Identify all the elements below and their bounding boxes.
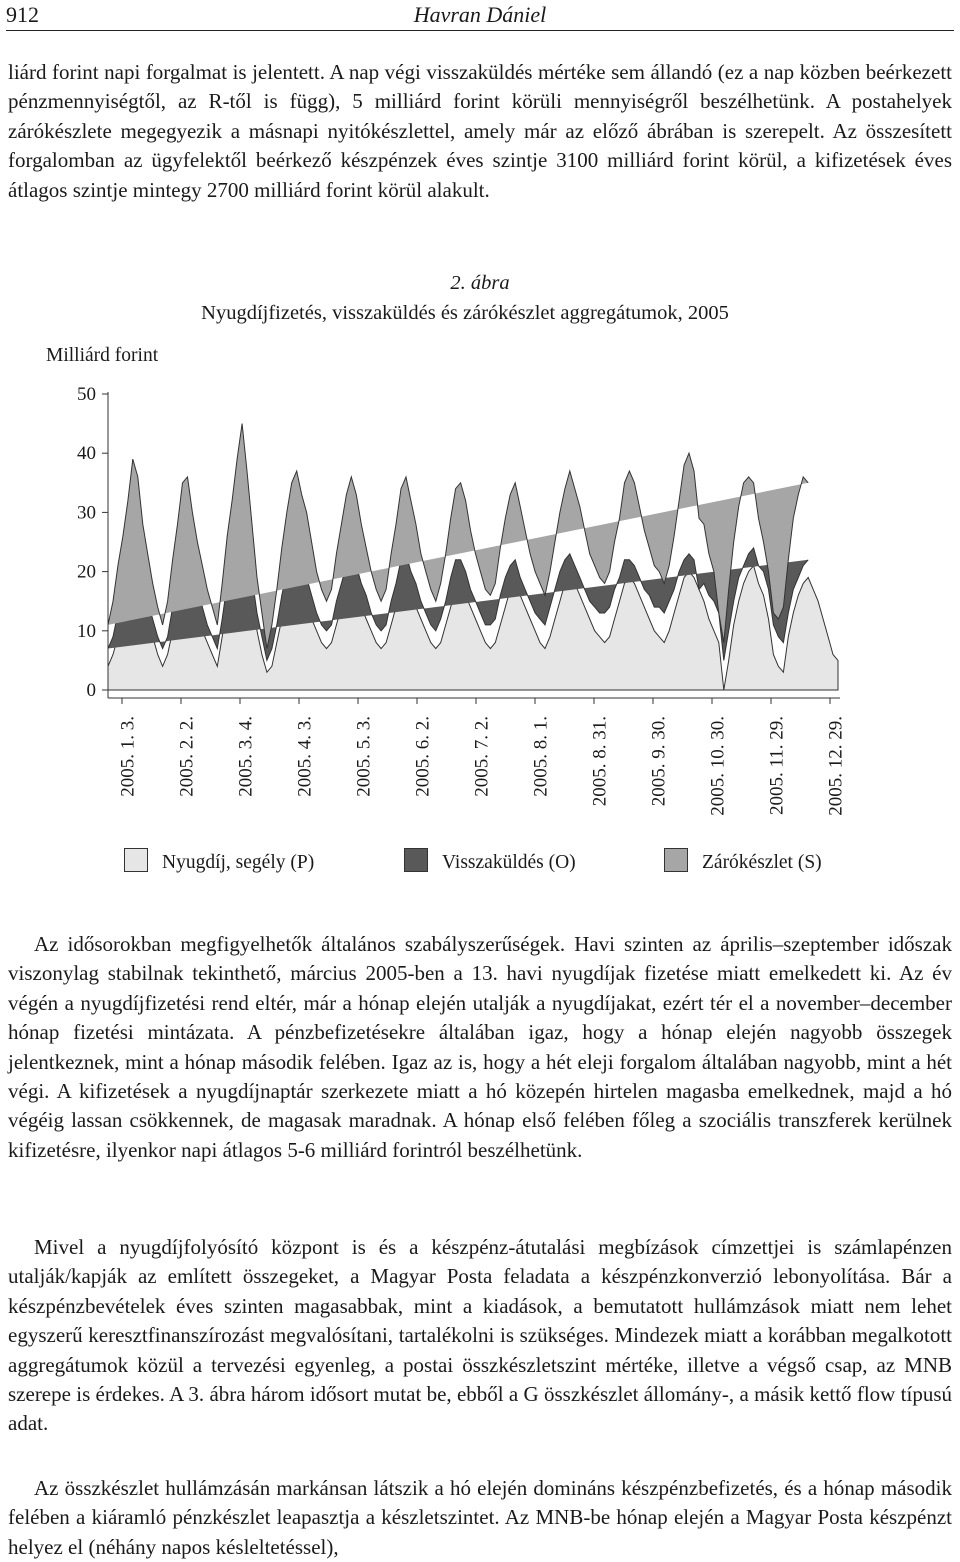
x-tick-label-1: 2005. 2. 2. [176,716,198,797]
legend-item-pension [124,848,314,874]
y-tick-label-5: 50 [77,384,96,405]
x-tick-label-6: 2005. 7. 2. [471,716,493,797]
x-tick-label-11: 2005. 11. 29. [766,716,788,816]
figure-title: Nyugdíjfizetés, visszaküldés és zárókészlet aggregátumok, 2005 [201,302,729,324]
x-tick-label-10: 2005. 10. 30. [707,716,729,816]
stacked-area-chart [0,370,960,840]
paragraph-3: Az összkészlet hullámzásán markánsan látszik a hó elején domináns készpénzbefizetés, és a hónap második felében a kiáramló pénzkészlet leapasztja a készletszintet. Az MNB-be hónap elején a Magyar Posta készpénzt helyez el (néhány napos késleltetéssel), [8,1476,952,1559]
legend-label-closing-stock: Zárókészlet (S) [702,852,822,873]
paragraph-1: Az idősorokban megfigyelhetők általános szabályszerűségek. Havi szinten az április–szeptember időszak viszonylag stabilnak tekinthető, március 2005-ben a 13. havi nyugdíjak fizetése miatt emelkedett ki. Az év végén a nyugdíjfizetési rend eltér, már a hónap elején utalják a nyugdíjakat, ezért tér el a november–december hónap fizetési mintázata. A pénzbefizetésekre általában igaz, hogy a hónap elején nagyobb összegek jelentkeznek, mint a hónap második felében. Igaz az is, hogy a hét eleji forgalom általában nagyobb, mint a hét végi. A kifizetések a nyugdíjnaptár szerkezete miatt a hó közepén hirtelen magasba emelkednek, majd a hó végéig lassan csökkennek, de magasak maradnak. A hónap első felében főleg a szociális transzferek kerülnek kifizetésre, ilyenkor napi átlagos 5-6 milliárd forintról beszélhetünk. [8,932,952,1162]
x-tick-label-0: 2005. 1. 3. [117,716,139,797]
legend-label-return: Visszaküldés (O) [442,852,576,873]
x-tick-label-8: 2005. 8. 31. [589,716,611,807]
x-tick-label-3: 2005. 4. 3. [294,716,316,797]
y-tick-label-0: 0 [86,680,96,701]
x-tick-label-7: 2005. 8. 1. [530,716,552,797]
page-number: 912 [6,2,39,27]
y-tick-label-4: 40 [77,443,96,465]
x-tick-label-9: 2005. 9. 30. [648,716,670,807]
legend-swatch-return [404,848,428,872]
y-tick-label-3: 30 [77,502,96,524]
y-tick-label-2: 20 [77,561,96,583]
legend-item-closing-stock [664,848,822,874]
legend-item-return [404,848,576,874]
running-author: Havran Dániel [413,2,547,27]
x-tick-label-2: 2005. 3. 4. [235,716,257,797]
page-header [6,0,954,31]
figure-number: 2. ábra [450,272,510,294]
legend-swatch-closing-stock [664,848,688,872]
x-tick-label-4: 2005. 5. 3. [353,716,375,797]
x-tick-label-5: 2005. 6. 2. [412,716,434,797]
legend-swatch-pension [124,848,148,872]
y-tick-label-1: 10 [77,620,96,642]
paragraph-top: liárd forint napi forgalmat is jelentett. A nap végi visszaküldés mértéke sem állandó (ez a nap közben beérkezett pénzmennyiségtől, az R-től is függ), 5 milliárd forint körüli mennyiségről beszélhetünk. A postahelyek zárókészlete megegyezik a másnapi nyitókészlettel, amely már az előző ábrában is szerepelt. Az összesített forgalomban az ügyfelektől beérkező készpénzek éves szintje 3100 milliárd forint körül, a kifizetések éves átlagos szintje mintegy 2700 milliárd forint körül alakult. [8,60,952,202]
legend-label-pension: Nyugdíj, segély (P) [162,852,315,873]
x-tick-label-12: 2005. 12. 29. [825,716,847,816]
y-axis-unit-label: Milliárd forint [46,345,159,366]
paragraph-2: Mivel a nyugdíjfolyósító központ is és a készpénz-átutalási megbízások címzettjei is számlapénzen utalják/kapják az említett összegeket, a Magyar Posta feladata a készpénzkonverzió lebonyolítása. Bár a készpénzbevételek éves szinten magasabbak, mint a kiadások, a bemutatott hullámzások miatt nem lehet egyszerű keresztfinanszírozást megvalósítani, tartalékolni is szükséges. Mindezek miatt a korábban megalkotott aggregátumok közül a tervezési egyenleg, a postai összkészletszint mértéke, illetve a végső csap, az MNB szerepe is érdekes. A 3. ábra három idősort mutat be, ebből a G összkészlet állomány-, a másik kettő flow típusú adat. [8,1235,952,1436]
